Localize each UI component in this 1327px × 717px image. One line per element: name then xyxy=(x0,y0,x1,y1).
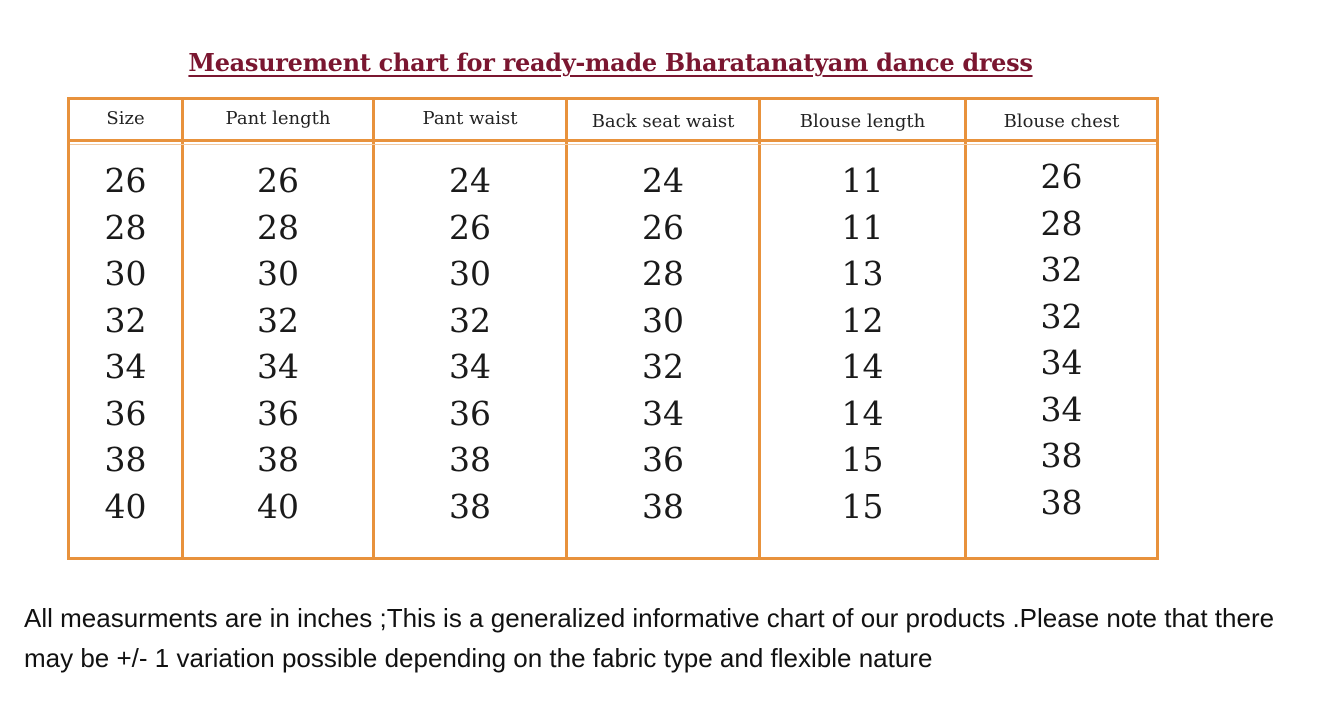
table-cell: 12 xyxy=(841,300,884,340)
table-cell: 34 xyxy=(257,347,299,386)
table-cell: 34 xyxy=(642,393,684,433)
header-blouse-length: Blouse length xyxy=(799,111,926,132)
table-cell: 30 xyxy=(104,254,147,293)
table-cell: 30 xyxy=(642,300,684,340)
table-cell: 11 xyxy=(841,161,884,200)
table-cell: 38 xyxy=(257,440,299,479)
table-cell: 30 xyxy=(257,254,299,293)
table-cell: 32 xyxy=(104,300,147,340)
size-column xyxy=(70,158,181,530)
table-cell: 26 xyxy=(449,207,491,247)
table-cell: 38 xyxy=(449,440,491,479)
table-cell: 32 xyxy=(642,347,684,386)
table-cell: 38 xyxy=(104,440,147,479)
table-cell: 26 xyxy=(1040,157,1083,196)
table-cell: 28 xyxy=(1040,203,1083,243)
table-cell: 34 xyxy=(1040,343,1083,382)
table-cell: 30 xyxy=(449,254,491,293)
table-cell: 14 xyxy=(841,393,884,433)
table-cell: 38 xyxy=(1040,436,1083,475)
table-cell: 34 xyxy=(1040,389,1083,429)
table-cell: 38 xyxy=(449,486,491,526)
table-cell: 32 xyxy=(1040,250,1083,289)
pant-length-column xyxy=(184,158,372,530)
table-cell: 15 xyxy=(841,486,884,526)
table-cell: 13 xyxy=(841,254,884,293)
table-cell: 24 xyxy=(642,161,684,200)
table-cell: 36 xyxy=(104,393,147,433)
table-cell: 38 xyxy=(1040,482,1083,522)
table-cell: 40 xyxy=(104,486,147,526)
footnote: All measurments are in inches ;This is a generalized informative chart of our products .Please note that there may be +/- 1 variation possible depending on the fabric type and flexible nature xyxy=(24,603,1275,673)
measurement-table xyxy=(67,97,1159,560)
table-cell: 14 xyxy=(841,347,884,386)
chart-title-text: Measurement chart for ready-made Bharatanatyam dance dress xyxy=(188,48,1033,77)
table-cell: 15 xyxy=(841,440,884,479)
table-cell: 34 xyxy=(104,347,147,386)
chart-title xyxy=(0,48,1221,77)
table-cell: 32 xyxy=(449,300,491,340)
table-cell: 38 xyxy=(642,486,684,526)
table-cell: 26 xyxy=(104,161,147,200)
table-cell: 36 xyxy=(449,393,491,433)
header-blouse-chest: Blouse chest xyxy=(1003,111,1120,132)
table-cell: 24 xyxy=(449,161,491,200)
table-cell: 34 xyxy=(449,347,491,386)
table-cell: 32 xyxy=(1040,296,1083,336)
header-pant-length: Pant length xyxy=(225,108,331,129)
header-pant-waist: Pant waist xyxy=(422,108,518,129)
back-seat-waist-column xyxy=(568,158,758,530)
header-back-seat-waist: Back seat waist xyxy=(591,111,735,132)
table-cell: 28 xyxy=(104,207,147,247)
table-cell: 28 xyxy=(642,254,684,293)
table-cell: 26 xyxy=(642,207,684,247)
table-cell: 28 xyxy=(257,207,299,247)
blouse-length-column xyxy=(761,158,964,530)
table-cell: 36 xyxy=(642,440,684,479)
header-size: Size xyxy=(106,108,145,129)
table-cell: 26 xyxy=(257,161,299,200)
table-cell: 32 xyxy=(257,300,299,340)
table-cell: 11 xyxy=(841,207,884,247)
table-cell: 40 xyxy=(257,486,299,526)
table-cell: 36 xyxy=(257,393,299,433)
pant-waist-column xyxy=(375,158,565,530)
blouse-chest-column xyxy=(967,154,1156,526)
header-divider-inner xyxy=(70,144,1156,145)
header-divider xyxy=(70,139,1156,142)
